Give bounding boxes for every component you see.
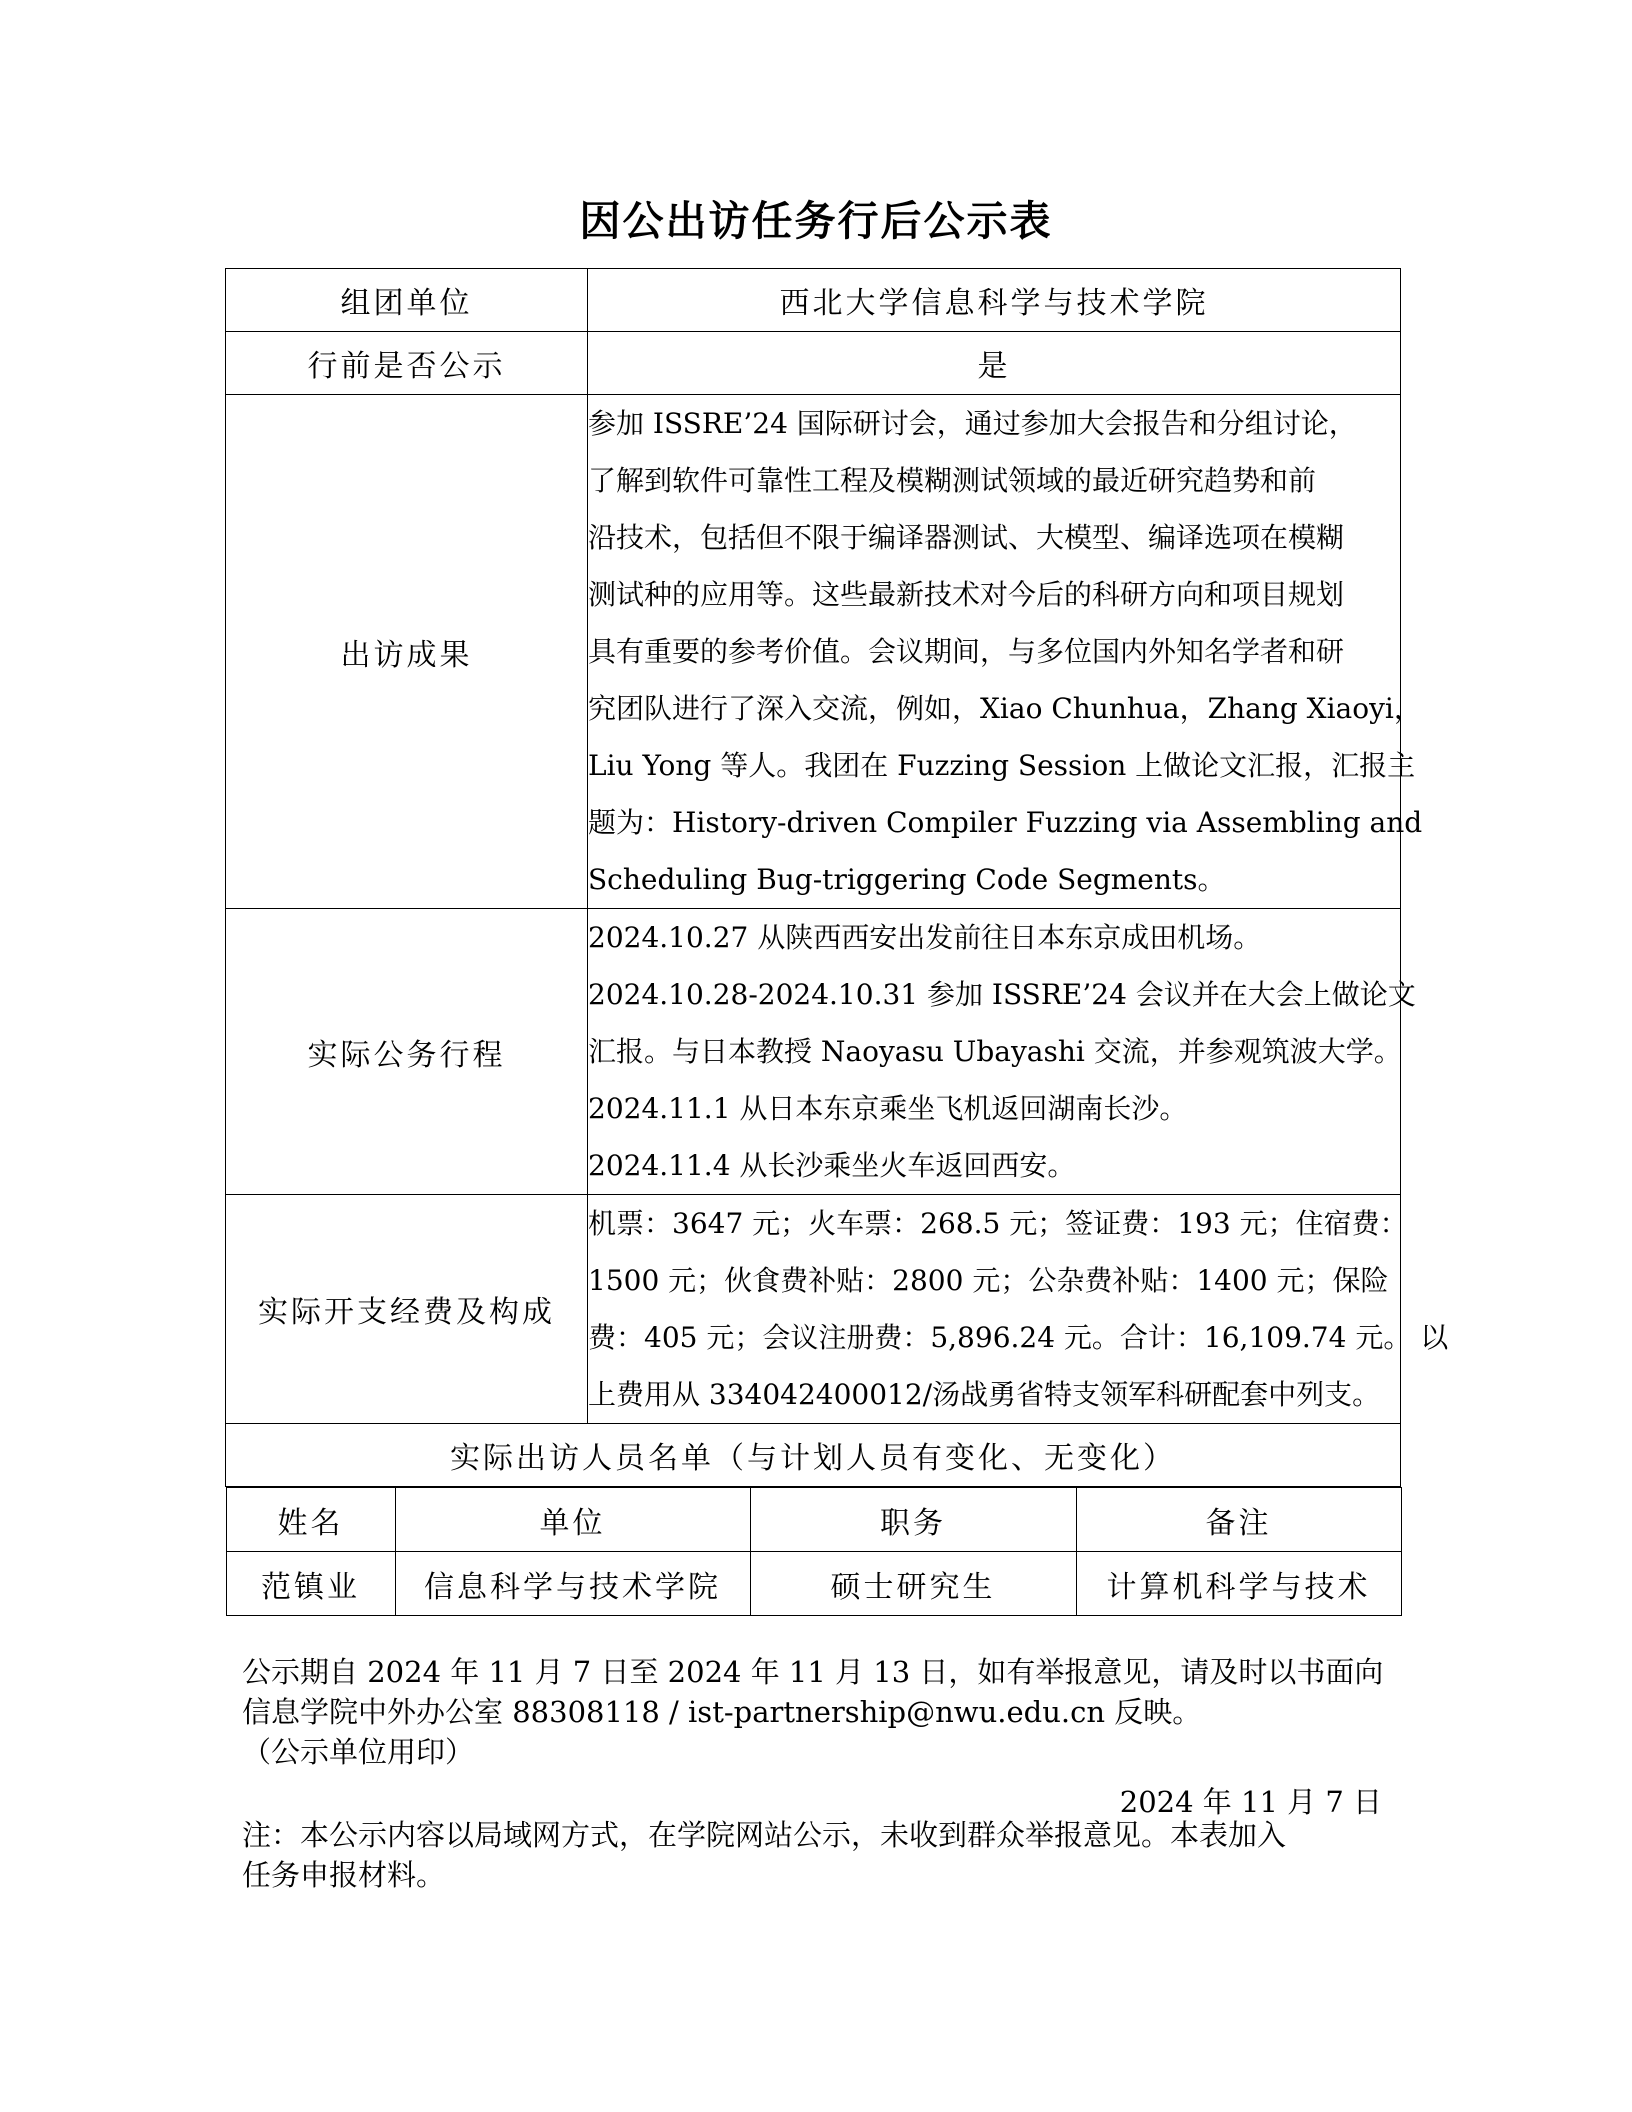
itinerary-line: 2024.11.1 从日本东京乘坐飞机返回湖南长沙。 [588, 1092, 1188, 1125]
itinerary-line: 汇报。与日本教授 Naoyasu Ubayashi 交流，并参观筑波大学。 [588, 1035, 1402, 1068]
person-name: 范镇业 [226, 1552, 395, 1616]
pre-value: 是 [588, 332, 1401, 395]
table-row [226, 1552, 1401, 1616]
expense-line: 机票：3647 元；火车票：268.5 元；签证费：193 元；住宿费： [588, 1207, 1408, 1240]
footer-notice [242, 1652, 1387, 1772]
result-text [588, 395, 1423, 909]
expense-line: 上费用从 334042400012/汤战勇省特支领军科研配套中列支。 [588, 1378, 1381, 1411]
column-header-name: 姓名 [226, 1488, 395, 1552]
seal-note: （公示单位用印） [242, 1735, 475, 1769]
result-line: 具有重要的参考价值。会议期间，与多位国内外知名学者和研 [588, 635, 1345, 668]
itinerary-label: 实际公务行程 [226, 909, 588, 1195]
result-line: 测试种的应用等。这些最新技术对今后的科研方向和项目规划 [588, 578, 1345, 611]
expense-line: 1500 元；伙食费补贴：2800 元；公杂费补贴：1400 元；保险 [588, 1264, 1389, 1297]
people-column-headers [226, 1488, 1401, 1552]
disclosure-table [225, 268, 1449, 1616]
org-value: 西北大学信息科学与技术学院 [588, 269, 1401, 332]
expense-label: 实际开支经费及构成 [226, 1195, 588, 1424]
itinerary-line: 2024.10.27 从陕西西安出发前往日本东京成田机场。 [588, 921, 1262, 954]
column-header-position: 职务 [750, 1488, 1076, 1552]
org-label: 组团单位 [226, 269, 588, 332]
result-line: Scheduling Bug-triggering Code Segments。 [588, 863, 1226, 896]
itinerary-line: 2024.11.4 从长沙乘坐火车返回西安。 [588, 1149, 1076, 1182]
result-line: 了解到软件可靠性工程及模糊测试领域的最近研究趋势和前 [588, 464, 1317, 497]
people-header: 实际出访人员名单（与计划人员有变化、无变化） [226, 1424, 1401, 1487]
result-line: 题为：History-driven Compiler Fuzzing via Assembling and [588, 806, 1423, 839]
expense-line: 费：405 元；会议注册费：5,896.24 元。合计：16,109.74 元。 以 [588, 1321, 1449, 1354]
column-header-note: 备注 [1076, 1488, 1401, 1552]
result-line: 究团队进行了深入交流，例如，Xiao Chunhua，Zhang Xiaoyi， [588, 692, 1422, 725]
pre-label: 行前是否公示 [226, 332, 588, 395]
expense-text [588, 1195, 1449, 1424]
row-itinerary [226, 909, 1401, 1195]
result-line: 参加 ISSRE’24 国际研讨会，通过参加大会报告和分组讨论， [588, 407, 1357, 440]
result-line: Liu Yong 等人。我团在 Fuzzing Session 上做论文汇报，汇报主 [588, 749, 1416, 782]
row-results [226, 395, 1401, 909]
note-line: 任务申报材料。 [242, 1858, 446, 1892]
page-title: 因公出访任务行后公示表 [579, 197, 1053, 245]
result-label: 出访成果 [226, 395, 588, 909]
person-note: 计算机科学与技术 [1076, 1552, 1401, 1616]
notice-line: 公示期自 2024 年 11 月 7 日至 2024 年 11 月 13 日，如有举报意见，请及时以书面向 [242, 1655, 1384, 1689]
row-people [226, 1487, 1401, 1617]
itinerary-text [588, 909, 1416, 1195]
person-unit: 信息科学与技术学院 [395, 1552, 750, 1616]
itinerary-line: 2024.10.28-2024.10.31 参加 ISSRE’24 会议并在大会上做论文 [588, 978, 1416, 1011]
notice-line: 信息学院中外办公室 88308118 / ist-partnership@nwu.edu.cn 反映。 [242, 1695, 1202, 1729]
result-line: 沿技术，包括但不限于编译器测试、大模型、编译选项在模糊 [588, 521, 1345, 554]
note-line: 注：本公示内容以局域网方式，在学院网站公示，未收到群众举报意见。本表加入 [242, 1818, 1287, 1852]
row-organization [226, 269, 1401, 332]
person-position: 硕士研究生 [750, 1552, 1076, 1616]
footer-note [242, 1815, 1387, 1895]
row-pre-disclosure [226, 332, 1401, 395]
column-header-unit: 单位 [395, 1488, 750, 1552]
publish-date: 2024 年 11 月 7 日 [1119, 1785, 1382, 1819]
people-table [226, 1487, 1402, 1616]
row-expenses [226, 1195, 1401, 1424]
row-people-header [226, 1424, 1401, 1487]
